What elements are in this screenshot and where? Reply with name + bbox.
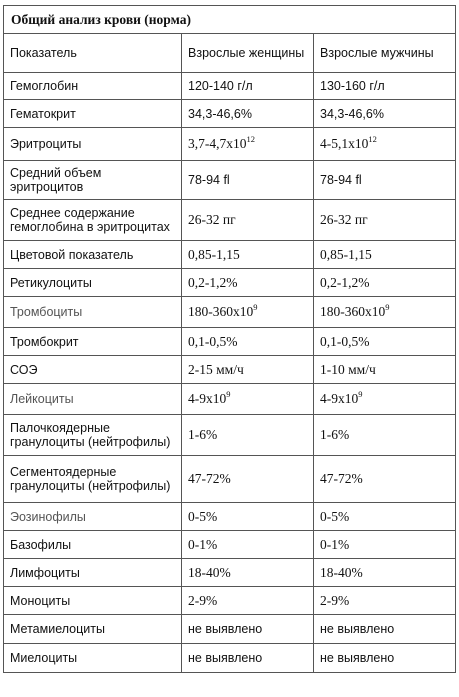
women-value: 0-5% (182, 503, 314, 531)
men-value: 47-72% (314, 456, 456, 503)
men-value: 26-32 пг (314, 200, 456, 241)
women-value: не выявлено (182, 644, 314, 673)
table-row (4, 241, 456, 269)
men-value: 78-94 fl (314, 161, 456, 200)
indicator-name: Метамиелоциты (4, 615, 182, 644)
table-row (4, 161, 456, 200)
indicator-name: Эозинофилы (4, 503, 182, 531)
indicator-name: Лимфоциты (4, 559, 182, 587)
men-value: 0-1% (314, 531, 456, 559)
indicator-name: Сегментоядерные гранулоциты (нейтрофилы) (4, 456, 182, 503)
men-value: 2-9% (314, 587, 456, 615)
table-title: Общий анализ крови (норма) (4, 6, 456, 34)
women-value: 26-32 пг (182, 200, 314, 241)
indicator-name: Моноциты (4, 587, 182, 615)
blood-test-table (3, 5, 456, 673)
men-value: 1-10 мм/ч (314, 356, 456, 384)
indicator-name: Цветовой показатель (4, 241, 182, 269)
table-row (4, 644, 456, 673)
table-row (4, 328, 456, 356)
indicator-name: Эритроциты (4, 128, 182, 161)
indicator-name: Среднее содержание гемоглобина в эритроцитах (4, 200, 182, 241)
women-value: 2-9% (182, 587, 314, 615)
women-value: 34,3-46,6% (182, 100, 314, 128)
table-row (4, 128, 456, 161)
indicator-name: Миелоциты (4, 644, 182, 673)
men-value: 18-40% (314, 559, 456, 587)
men-value: $4-9х10^9$ (314, 384, 456, 415)
men-value: $180-360х10^9$ (314, 297, 456, 328)
indicator-name: Гемоглобин (4, 73, 182, 100)
header-row (4, 34, 456, 73)
indicator-name: Средний объем эритроцитов (4, 161, 182, 200)
blood-test-table-container (3, 5, 455, 673)
indicator-name: Тромбокрит (4, 328, 182, 356)
header-women: Взрослые женщины (182, 34, 314, 73)
women-value: не выявлено (182, 615, 314, 644)
header-men: Взрослые мужчины (314, 34, 456, 73)
table-row (4, 503, 456, 531)
men-value: 130-160 г/л (314, 73, 456, 100)
table-row (4, 73, 456, 100)
table-row (4, 100, 456, 128)
men-value: 1-6% (314, 415, 456, 456)
table-row (4, 456, 456, 503)
table-row (4, 559, 456, 587)
table-row (4, 200, 456, 241)
men-value: 34,3-46,6% (314, 100, 456, 128)
women-value: 0,1-0,5% (182, 328, 314, 356)
men-value: 0,85-1,15 (314, 241, 456, 269)
men-value: 0-5% (314, 503, 456, 531)
table-row (4, 384, 456, 415)
table-row (4, 587, 456, 615)
women-value: 1-6% (182, 415, 314, 456)
header-indicator: Показатель (4, 34, 182, 73)
women-value: 0,85-1,15 (182, 241, 314, 269)
men-value: 0,2-1,2% (314, 269, 456, 297)
table-row (4, 297, 456, 328)
men-value: 0,1-0,5% (314, 328, 456, 356)
indicator-name: Гематокрит (4, 100, 182, 128)
table-row (4, 356, 456, 384)
women-value: 78-94 fl (182, 161, 314, 200)
women-value: 0,2-1,2% (182, 269, 314, 297)
women-value: 120-140 г/л (182, 73, 314, 100)
women-value: $4-9х10^9$ (182, 384, 314, 415)
indicator-name: Палочкоядерные гранулоциты (нейтрофилы) (4, 415, 182, 456)
women-value: 2-15 мм/ч (182, 356, 314, 384)
indicator-name: СОЭ (4, 356, 182, 384)
indicator-name: Ретикулоциты (4, 269, 182, 297)
women-value: $3,7-4,7х10^{12}$ (182, 128, 314, 161)
women-value: $180-360х10^9$ (182, 297, 314, 328)
table-row (4, 531, 456, 559)
women-value: 0-1% (182, 531, 314, 559)
indicator-name: Лейкоциты (4, 384, 182, 415)
women-value: 47-72% (182, 456, 314, 503)
table-row (4, 415, 456, 456)
table-row (4, 615, 456, 644)
men-value: не выявлено (314, 615, 456, 644)
table-title-row (4, 6, 456, 34)
men-value: не выявлено (314, 644, 456, 673)
indicator-name: Тромбоциты (4, 297, 182, 328)
table-row (4, 269, 456, 297)
women-value: 18-40% (182, 559, 314, 587)
indicator-name: Базофилы (4, 531, 182, 559)
men-value: $4-5,1х10^{12}$ (314, 128, 456, 161)
